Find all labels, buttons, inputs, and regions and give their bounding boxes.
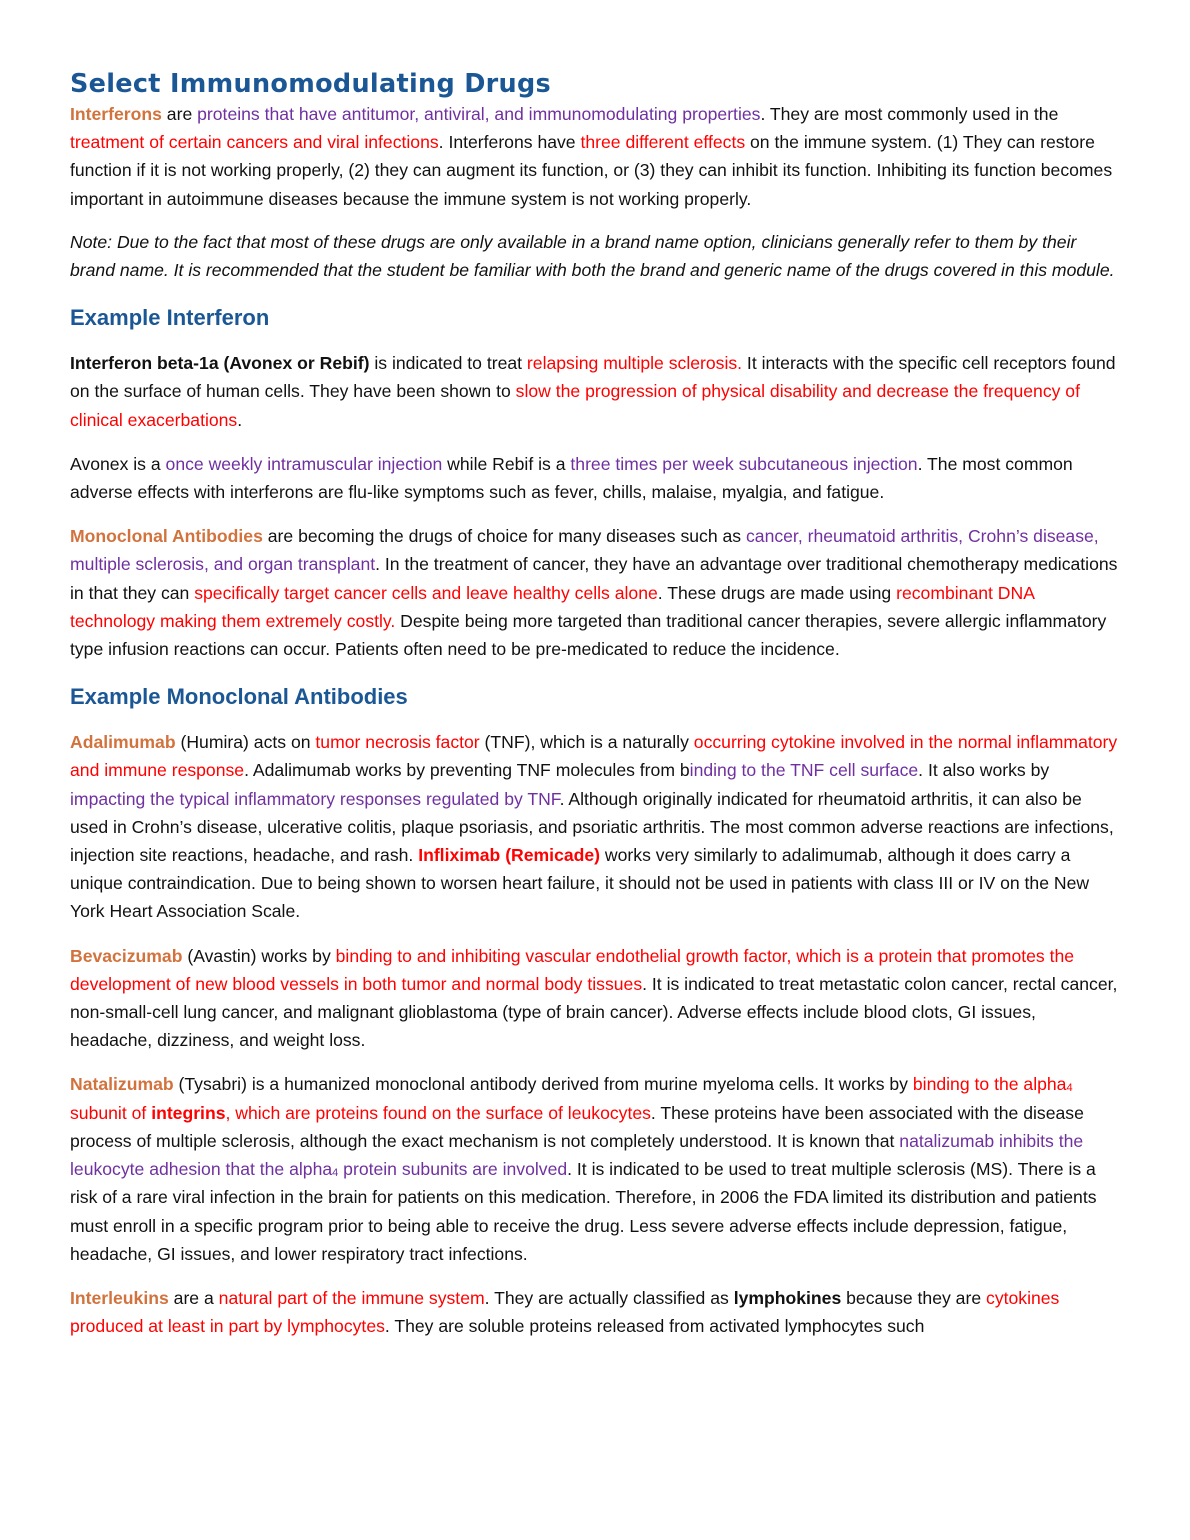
text: . They are actually classified as: [484, 1287, 734, 1308]
text: . These drugs are made using: [657, 582, 897, 603]
text: . It is indicated to treat metastatic colon cancer, rectal cancer, non-small-cell lung cancer, and malignant glioblastoma (type of brain cancer). Adverse effects include blood clots, GI issues, headache, dizziness, and weight loss.: [70, 973, 1118, 1051]
note-paragraph: Note: Due to the fact that most of these drugs are only available in a brand name option, clinicians generally refer to them by their brand name. It is recommended that the student be familiar with both the brand and generic name of the drugs covered in this module.: [70, 231, 1115, 281]
highlight: tumor necrosis factor: [315, 732, 480, 753]
paragraph-adalimumab: [70, 728, 1122, 925]
paragraph-monoclonal-antibodies: [70, 522, 1122, 663]
text: is indicated to treat: [369, 353, 527, 374]
highlight: three different effects: [580, 132, 746, 153]
highlight: specifically target cancer cells and leave healthy cells alone: [194, 582, 658, 603]
text: binding to the alpha: [912, 1074, 1067, 1095]
term-monoclonal-antibodies: Monoclonal Antibodies: [70, 526, 263, 547]
text: It interacts with the specific cell receptors found on the surface of human cells. They have been shown to: [70, 353, 1116, 402]
text: (Humira) acts on: [175, 732, 316, 753]
paragraph-bevacizumab: [70, 942, 1122, 1055]
text: subunit of: [70, 1102, 152, 1123]
text: . In the treatment of cancer, they have an advantage over traditional chemotherapy medications in that they can: [70, 554, 1118, 603]
text: . It also works by: [918, 760, 1050, 781]
highlight: recombinant DNA technology making them extremely costly.: [70, 582, 1034, 631]
highlight: cancer, rheumatoid arthritis, Crohn’s disease, multiple sclerosis, and organ transplant: [70, 526, 1099, 575]
highlight: treatment of certain cancers and viral infections: [70, 132, 439, 153]
subscript: 4: [1066, 1082, 1073, 1095]
paragraph-interferons: [70, 100, 1122, 213]
text: (Tysabri) is a humanized monoclonal antibody derived from murine myeloma cells. It works by: [173, 1074, 913, 1095]
paragraph-interferon-beta: [70, 349, 1122, 434]
text: .: [237, 409, 243, 430]
highlight: relapsing multiple sclerosis.: [526, 353, 743, 374]
text: (TNF), which is a naturally: [479, 732, 694, 753]
term-bevacizumab: Bevacizumab: [70, 945, 183, 966]
text: . They are soluble proteins released from activated lymphocytes such: [384, 1316, 925, 1337]
text: Despite being more targeted than traditional cancer therapies, severe allergic inflammatory type infusion reactions can occur. Patients often need to be pre-medicated to reduce the incidence.: [70, 610, 1107, 660]
text: , which are proteins found on the surface of leukocytes: [225, 1102, 651, 1123]
text: natalizumab inhibits the leukocyte adhesion that the alpha: [70, 1130, 1084, 1180]
paragraph-interleukins: [70, 1284, 1122, 1340]
highlight: slow the progression of physical disability and decrease the frequency of clinical exacerbations: [70, 381, 1080, 430]
highlight: cytokines produced at least in part by lymphocytes: [70, 1287, 1060, 1337]
paragraph-natalizumab: [70, 1070, 1122, 1267]
drug-name-infliximab: Infliximab (Remicade): [418, 845, 601, 866]
heading-example-monoclonal: Example Monoclonal Antibodies: [70, 684, 408, 710]
text: because they are: [841, 1287, 987, 1308]
term-adalimumab: Adalimumab: [70, 732, 176, 753]
text: on the immune system. (1) They can restore function if it is not working properly, (2) they can augment its function, or (3) they can inhibit its function. Inhibiting its function becomes important in autoimmune diseases because the immune system is not working properly.: [70, 132, 1113, 209]
heading-example-interferon: Example Interferon: [70, 305, 270, 331]
term-interleukins: Interleukins: [70, 1287, 169, 1308]
highlight: natural part of the immune system: [218, 1287, 485, 1308]
text: are becoming the drugs of choice for many diseases such as: [262, 526, 746, 547]
text: are a: [168, 1287, 219, 1308]
term-integrins: integrins: [151, 1102, 226, 1123]
subscript: 4: [332, 1167, 339, 1180]
text: are: [161, 104, 198, 124]
term-natalizumab: Natalizumab: [70, 1074, 174, 1095]
text: while Rebif is a: [442, 453, 571, 474]
text: (Avastin) works by: [182, 945, 336, 966]
term-interferons: Interferons: [70, 104, 162, 124]
drug-name: Interferon beta-1a (Avonex or Rebif): [70, 353, 370, 374]
text: . It is indicated to be used to treat multiple sclerosis (MS). There is a risk of a rare viral infection in the brain for patients on this medication. Therefore, in 2006 the FDA limited its distribution and patients must enroll in a specific program prior to being able to receive the drug. Less severe adverse effects include depression, fatigue, headache, GI issues, and lower respiratory tract infections.: [70, 1159, 1097, 1264]
document-page: [70, 66, 1122, 1340]
highlight: binding to and inhibiting vascular endothelial growth factor, which is a protein that promotes the development of new blood vessels in both tumor and normal body tissues: [70, 945, 1075, 994]
page-title: Select Immunomodulating Drugs: [70, 69, 552, 99]
text: . They are most commonly used in the: [760, 104, 1059, 124]
highlight: inding to the TNF cell surface: [689, 760, 919, 781]
text: . These proteins have been associated with the disease process of multiple sclerosis, although the exact mechanism is not completely understood. It is known that: [70, 1102, 1084, 1151]
text: . The most common adverse effects with interferons are flu-like symptoms such as fever, chills, malaise, myalgia, and fatigue.: [70, 453, 1073, 503]
highlight: once weekly intramuscular injection: [165, 453, 443, 474]
highlight: impacting the typical inflammatory responses regulated by TNF: [70, 788, 560, 809]
paragraph-avonex-rebif: [70, 450, 1122, 506]
text: works very similarly to adalimumab, although it does carry a unique contraindication. Due to being shown to worsen heart failure, it should not be used in patients with class III or IV on the New York Heart Association Scale.: [70, 845, 1090, 922]
text: . Interferons have: [438, 132, 581, 153]
highlight: three times per week subcutaneous injection: [570, 453, 918, 474]
term-lymphokines: lymphokines: [733, 1287, 842, 1308]
text: Avonex is a: [70, 453, 166, 474]
highlight: proteins that have antitumor, antiviral, and immunomodulating properties: [197, 104, 761, 124]
text: . Adalimumab works by preventing TNF molecules from b: [244, 760, 690, 781]
text: protein subunits are involved: [338, 1159, 568, 1180]
highlight: occurring cytokine involved in the normal inflammatory and immune response: [70, 732, 1118, 781]
text: . Although originally indicated for rheumatoid arthritis, it can also be used in Crohn’s disease, ulcerative colitis, plaque psoriasis, and psoriatic arthritis. The most common adverse reactions are infections, injection site reactions, headache, and rash.: [70, 788, 1114, 866]
